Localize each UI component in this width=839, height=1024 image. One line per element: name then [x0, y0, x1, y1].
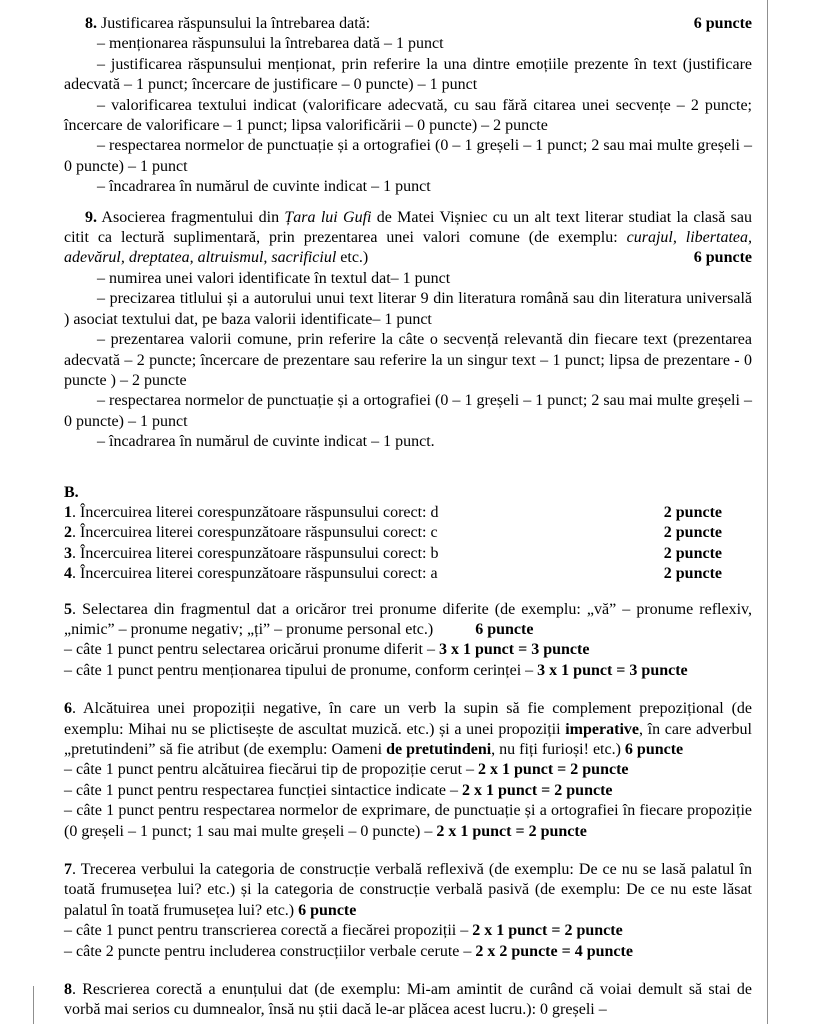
text-run: – încadrarea în numărul de cuvinte indicat – 1 punct. [97, 433, 435, 451]
text-run: – numirea unei valori identificate în textul dat– 1 punct [97, 269, 451, 287]
text-run: Justificarea răspunsului la întrebarea dată: [97, 15, 371, 32]
text-line [64, 483, 752, 503]
text-run: – respectarea normelor de punctuație și a ortografiei (0 – 1 greșeli – 1 punct; 2 sau mai multe greșeli – 0 puncte) – 1 punct [64, 137, 752, 175]
text-line [64, 544, 752, 564]
text-run: . Trecerea verbului la categoria de construcție verbală reflexivă (de exemplu: De ce nu se lasă palatul în toată frumusețea lui? etc.) și la categoria de construcție verbală pasivă (de exemplu: De ce nu este lăsat palatul în toată frumusețea lui? etc.) [64, 861, 752, 919]
text-run: etc.) [336, 249, 369, 267]
points-value: 2 x 1 punct = 2 puncte [436, 822, 587, 840]
text-run: imperative [565, 720, 639, 738]
text-run: – încadrarea în numărul de cuvinte indicat – 1 punct [97, 178, 431, 196]
text-run: 8. [85, 15, 97, 32]
criterion-line [64, 432, 752, 452]
text-run: – respectarea normelor de punctuație și a ortografiei (0 – 1 greșeli – 1 punct; 2 sau mai multe greșeli – 0 puncte) – 1 punct [64, 392, 752, 430]
text-run: B. [64, 483, 79, 501]
criterion-line [64, 269, 752, 289]
text-run: . Încercuirea literei corespunzătoare răspunsului corect: c [72, 524, 438, 542]
criterion-line [64, 55, 752, 96]
criterion-line [64, 34, 752, 54]
text-run: . Încercuirea literei corespunzătoare răspunsului corect: b [72, 544, 439, 562]
text-line [64, 801, 752, 842]
text-run: 1 [64, 503, 72, 521]
text-run: 7 [64, 861, 72, 879]
points-value: 6 puncte [475, 620, 534, 638]
text-run: , în care adverbul „pretutindeni” să fie atribut (de exemplu: Oameni [64, 720, 752, 758]
text-line [64, 942, 752, 962]
text-run: 2 [64, 524, 72, 542]
text-run: , nu fiți furioși! etc.) [491, 741, 625, 758]
text-run: – precizarea titlului și a autorului unui text literar 9 din literatura română sau din literatura universală ) asociat textului dat, pe baza valorii identificate– 1 punct [64, 290, 752, 328]
text-run: 4 [64, 565, 72, 583]
text-run: 6 [64, 700, 72, 718]
text-run: – valorificarea textului indicat (valorificare adecvată, cu sau fără citarea unei secvențe – 2 puncte; încercare de valorificare – 1 punct; lipsa valorificării – 0 puncte) – 2 puncte [64, 96, 752, 135]
points-value: 2 puncte [663, 544, 722, 562]
points-value: 3 x 1 punct = 3 puncte [537, 661, 688, 679]
text-run: 5 [64, 600, 72, 618]
text-run: – câte 1 punct pentru respectarea normelor de exprimare, de punctuație și a ortografiei în fiecare propoziție (0 greșeli – 1 punct; 1 sau mai multe greșeli – 0 puncte) – [64, 802, 752, 840]
text-run: – menționarea răspunsului la întrebarea dată – 1 punct [97, 35, 444, 53]
text-line [64, 699, 752, 760]
criterion-line [64, 289, 752, 330]
criterion-line [64, 391, 752, 432]
criterion-line [64, 177, 752, 197]
criterion-line [64, 330, 752, 391]
text-run: – câte 1 punct pentru selectarea oricărui pronume diferit – [64, 641, 439, 659]
item-8b [64, 980, 752, 1021]
item-7 [64, 860, 752, 962]
points-value: 6 puncte [298, 901, 357, 919]
text-run: – câte 1 punct pentru transcrierea corectă a fiecărei propoziții – [64, 922, 473, 940]
text-line [64, 600, 752, 641]
points-value: 3 x 1 punct = 3 puncte [438, 641, 590, 659]
text-run: de Matei Vișniec cu un alt text literar studiat la clasă sau citit ca lectură suplimentară, prin prezentarea unei valori comune (de exemplu: [64, 208, 752, 247]
text-line [64, 523, 752, 543]
points-value: 2 puncte [663, 565, 722, 583]
table-border-left [33, 986, 34, 1024]
section-b [64, 483, 752, 585]
text-run: 8 [64, 981, 72, 999]
points-value: 6 puncte [693, 249, 752, 267]
text-line [64, 564, 752, 584]
text-line [64, 781, 752, 801]
points-value: 2 x 1 punct = 2 puncte [478, 761, 629, 779]
criterion-line [64, 96, 752, 137]
text-run: Țara lui Gufi [284, 208, 372, 226]
item-8a [64, 14, 752, 198]
text-run: . Alcătuirea unei propoziții negative, în care un verb la supin să fie complement prepozițional (de exemplu: Mihai nu se plictisește de ascultat muzică. etc.) și a unei propoziții [64, 700, 752, 738]
text-line [64, 921, 752, 941]
text-run: – justificarea răspunsului menționat, prin referire la una dintre emoțiile prezente în text (justificare adecvată – 1 punct; încercare de justificare – 0 puncte) – 1 punct [64, 55, 752, 94]
item-heading [64, 208, 752, 269]
text-line [64, 503, 752, 523]
criterion-line [64, 136, 752, 177]
text-run: – câte 1 punct pentru alcătuirea fiecărui tip de propoziție cerut – [64, 761, 479, 779]
points-value: 2 x 2 puncte = 4 puncte [475, 942, 633, 960]
text-line [64, 860, 752, 921]
text-line [64, 980, 752, 1021]
text-run: – câte 2 puncte pentru includerea construcțiilor verbale cerute – [64, 942, 476, 960]
points-value: 6 puncte [693, 15, 752, 32]
item-6 [64, 699, 752, 842]
points-value: 2 x 1 punct = 2 puncte [472, 922, 623, 940]
points-value: 2 puncte [663, 503, 722, 521]
text-run: 9. [85, 208, 97, 226]
text-run: – câte 1 punct pentru menționarea tipului de pronume, conform cerinței – [64, 661, 538, 679]
text-run: . Rescrierea corectă a enunțului dat (de exemplu: Mi-am amintit de curând că voiai demult să stai de vorbă mai serios cu dumnealor, însă nu știi dacă le-ar plăcea acest lucru.): 0 greșeli – [64, 981, 752, 1019]
text-line [64, 640, 752, 660]
points-value: 2 puncte [663, 524, 722, 542]
text-run: de pretutindeni [386, 741, 492, 758]
table-border-right [767, 0, 768, 1024]
item-heading [64, 14, 752, 34]
text-run: curajul, libertatea, adevărul, dreptatea, altruismul, sacrificiul [64, 229, 752, 267]
text-line [64, 661, 752, 681]
text-run: Asocierea fragmentului din [97, 208, 285, 226]
item-5 [64, 600, 752, 682]
text-line [64, 760, 752, 780]
text-run: . Încercuirea literei corespunzătoare răspunsului corect: d [72, 503, 439, 521]
points-value: 6 puncte [624, 741, 684, 758]
text-run: . Încercuirea literei corespunzătoare răspunsului corect: a [72, 565, 438, 583]
text-run: 3 [64, 544, 72, 562]
text-run: – prezentarea valorii comune, prin referire la câte o secvență relevantă din fiecare text (prezentarea adecvată – 2 puncte; încercare de prezentare sau referire la un singur text – 1 punct; lipsa de prezentare - 0 puncte ) – 2 puncte [64, 331, 752, 389]
text-run: . Selectarea din fragmentul dat a oricăror trei pronume diferite (de exemplu: „vă” – pronume reflexiv, „nimic” – pronume negativ; „ți” – pronume personal etc.) [64, 600, 752, 638]
points-value: 2 x 1 punct = 2 puncte [462, 781, 613, 799]
item-9 [64, 208, 752, 453]
text-run: – câte 1 punct pentru respectarea funcției sintactice indicate – [64, 781, 463, 799]
